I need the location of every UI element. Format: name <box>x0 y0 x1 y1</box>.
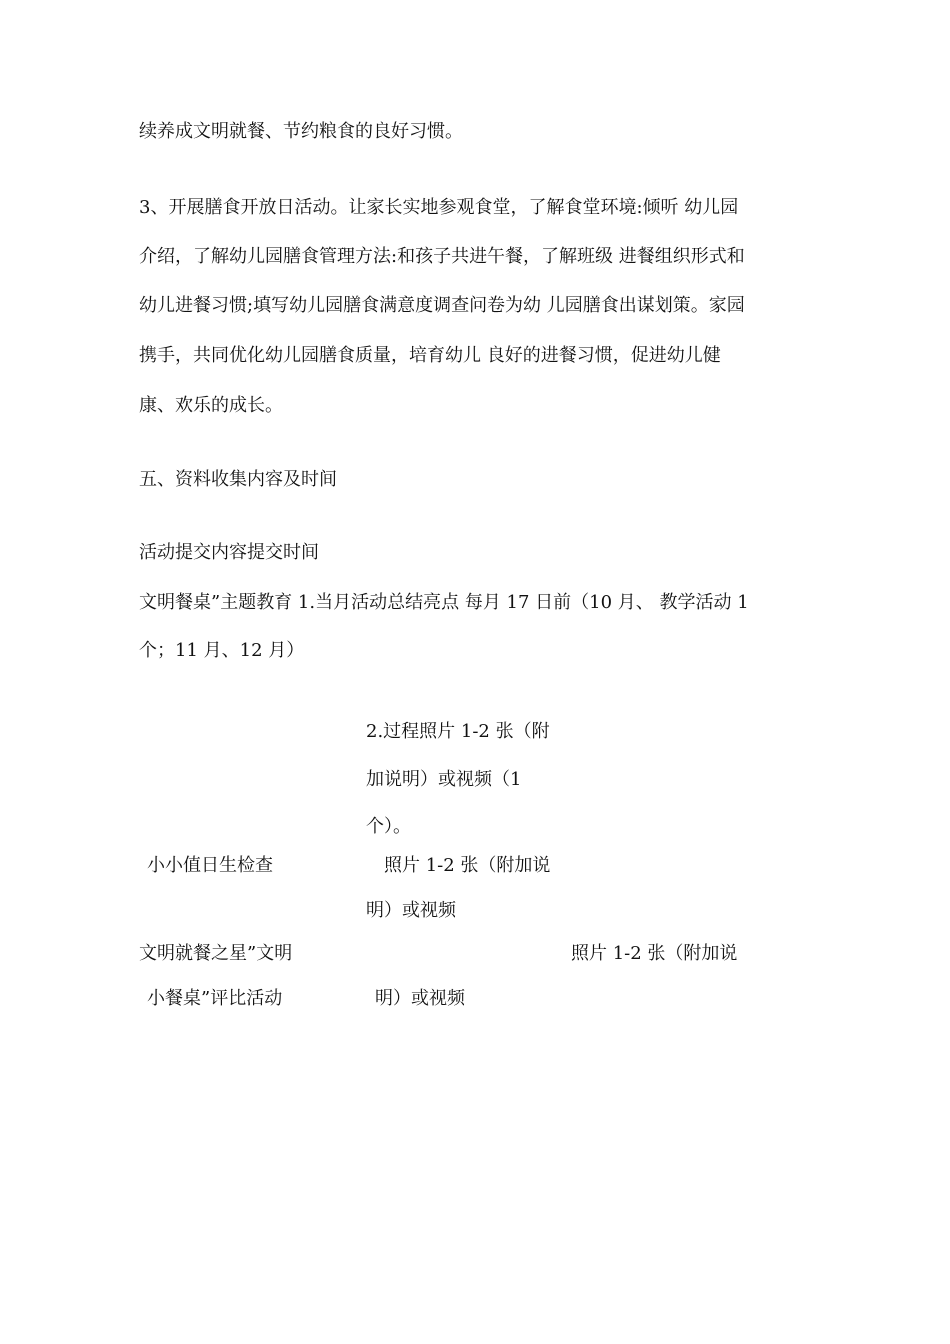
paragraph-line: 携手，共同优化幼儿园膳食质量，培育幼儿 良好的进餐习惯，促进幼儿健 <box>139 345 721 366</box>
table-cell-text: 文明就餐之星”文明 <box>139 943 293 964</box>
table-cell-text: 加说明）或视频（1 <box>366 769 522 790</box>
paragraph-line: 3、开展膳食开放日活动。让家长实地参观食堂，了解食堂环境:倾听 幼儿园 <box>139 197 739 218</box>
table-header: 活动提交内容提交时间 <box>139 542 319 563</box>
table-cell-text: 明）或视频 <box>366 900 456 921</box>
table-cell-text: 个）。 <box>366 816 411 837</box>
table-cell-text: 照片 1-2 张（附加说 <box>571 943 738 964</box>
table-row-text: 文明餐桌”主题教育 1.当月活动总结亮点 每月 17 日前（10 月、 教学活动 1 <box>139 592 749 613</box>
table-cell-text: 2.过程照片 1-2 张（附 <box>366 721 550 742</box>
paragraph-line: 介绍，了解幼儿园膳食管理方法:和孩子共进午餐，了解班级 进餐组织形式和 <box>139 246 745 267</box>
paragraph-continuation: 续养成文明就餐、节约粮食的良好习惯。 <box>139 121 463 142</box>
table-row-text: 个；11 月、12 月） <box>139 640 305 661</box>
section-heading: 五、资料收集内容及时间 <box>139 469 337 490</box>
table-cell-text: 照片 1-2 张（附加说 <box>384 855 551 876</box>
table-cell-text: 明）或视频 <box>375 988 465 1009</box>
paragraph-line: 康、欢乐的成长。 <box>139 395 283 416</box>
paragraph-line: 幼儿进餐习惯;填写幼儿园膳食满意度调查问卷为幼 儿园膳食出谋划策。家园 <box>139 295 745 316</box>
table-cell-text: 小小值日生检查 <box>147 855 273 876</box>
table-cell-text: 小餐桌”评比活动 <box>147 988 283 1009</box>
